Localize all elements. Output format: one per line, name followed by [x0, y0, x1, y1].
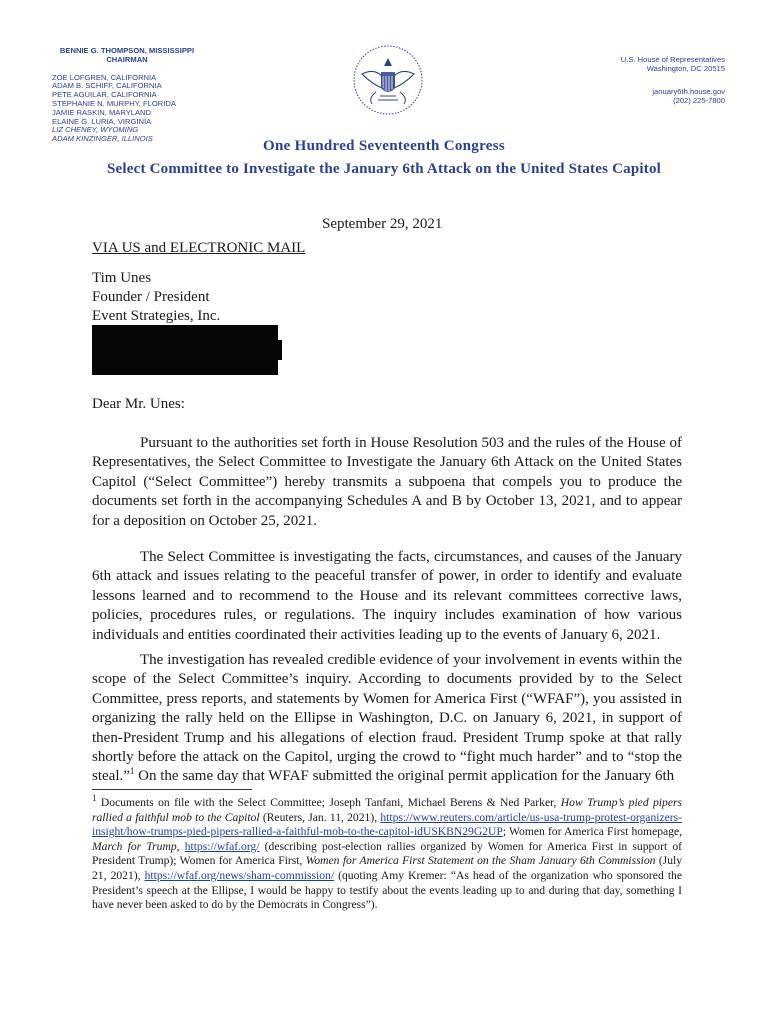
- reuters-link[interactable]: https://www.reuters.com/article/us-usa-trump-protest-organizers-insight/how-trumps-pied-pipers-rallied-a-faithful-mob-to-the-capitol-idUSKBN29G2UP: [92, 810, 682, 839]
- congress-heading: One Hundred Seventeenth Congress: [263, 138, 505, 154]
- member-item: STEPHANIE N. MURPHY, FLORIDA: [52, 98, 176, 108]
- wfaf-link[interactable]: https://wfaf.org/: [184, 839, 260, 853]
- paragraph-text: The investigation has revealed credible evidence of your involvement in events within the scope of the Select Committee’s inquiry. According to documents provided by to the Select Committee, press reports, and statements by Women for America First (“WFAF”), you assisted in organizing the rally held on the Ellipse in Washington, D.C. on January 6, 2021, in support of then-President Trump and his allegations of election fraud. President Trump spoke at that rally shortly before the attack on the Capitol, urging the crowd to “fight much harder” and to “stop the steal.”: [92, 652, 682, 785]
- committee-members: [52, 47, 202, 144]
- footnote-divider: [92, 789, 252, 790]
- footnote-title: Women for America First Statement on the Sham January 6th Commission: [305, 854, 656, 868]
- footnote-text: ,: [176, 839, 185, 853]
- house-seal-icon: [352, 44, 424, 116]
- footnote-title: How Trump’s pied pipers rallied a faithful mob to the Capitol: [92, 796, 682, 824]
- recipient-name: Tim Unes: [92, 270, 152, 286]
- body-paragraph: [92, 651, 682, 787]
- chairman-title: CHAIRMAN: [106, 54, 148, 64]
- body-paragraph: The Select Committee is investigating the facts, circumstances, and causes of the January 6th attack and issues relating to the peaceful transfer of power, in order to identify and evaluate lessons learned and to recommend to the House and its relevant committees corrective laws, policies, procedures rules, or regulations. The inquiry includes examination of how various individuals and entities coordinated their activities leading up to the events of January 6, 2021.: [92, 549, 682, 643]
- member-item: ADAM B. SCHIFF, CALIFORNIA: [52, 81, 162, 91]
- committee-heading: Select Committee to Investigate the January 6th Attack on the United States Capitol: [106, 161, 662, 177]
- member-item: ZOE LOFGREN, CALIFORNIA: [52, 72, 157, 82]
- salutation: Dear Mr. Unes:: [92, 396, 185, 412]
- redaction-box: [92, 340, 282, 360]
- address-line: U.S. House of Representatives: [620, 55, 725, 64]
- wfaf-commission-link[interactable]: https://wfaf.org/news/sham-commission/: [144, 868, 335, 882]
- body-paragraph: Pursuant to the authorities set forth in House Resolution 503 and the rules of the House of Representatives, the Select Committee to Investigate the January 6th Attack on the United States Capitol (“Select Committee”) hereby transmits a subpoena that compels you to produce the documents set forth in the accompanying Schedules A and B by October 13, 2021, and to appear for a deposition on October 25, 2021.: [92, 435, 682, 529]
- website: january6th.house.gov: [652, 87, 725, 96]
- member-item: LIZ CHENEY, WYOMING: [52, 125, 139, 135]
- paragraph-text: On the same day that WFAF submitted the original permit application for the January 6th: [134, 768, 675, 785]
- member-item: PETE AGUILAR, CALIFORNIA: [52, 90, 157, 100]
- footnote: [92, 793, 683, 913]
- footnote-ref[interactable]: 1: [129, 766, 135, 777]
- footnote-text: (Reuters, Jan. 11, 2021),: [259, 810, 381, 824]
- footnote-text: ; Women for America First homepage,: [502, 825, 682, 839]
- member-list: [52, 74, 202, 144]
- phone: (202) 225-7800: [673, 96, 725, 105]
- chairman-name: BENNIE G. THOMPSON, MISSISSIPPI: [59, 46, 195, 55]
- recipient-block: [92, 269, 220, 326]
- member-item: ADAM KINZINGER, ILLINOIS: [52, 134, 153, 144]
- footnote-number: 1: [92, 793, 97, 804]
- footnote-text: Documents on file with the Select Committee; Joseph Tanfani, Michael Berens & Ned Parker,: [96, 796, 561, 809]
- letter-date: September 29, 2021: [322, 216, 443, 232]
- footnote-text: (July 21, 2021),: [92, 854, 683, 882]
- delivery-method: VIA US and ELECTRONIC MAIL: [92, 240, 306, 256]
- recipient-company: Event Strategies, Inc.: [92, 308, 221, 324]
- footnote-text: (describing post-election rallies organized by Women for America First in support of President Trump); Women for America First,: [92, 839, 682, 868]
- footnote-text: (quoting Amy Kremer: “As head of the organization who sponsored the President’s speech at the Ellipse, I would be happy to testify about the events leading up to and during that day, something I have never been asked to do by the Democrats in Congress”).: [92, 868, 682, 912]
- member-item: ELAINE G. LURIA, VIRGINIA: [52, 116, 152, 126]
- member-item: JAMIE RASKIN, MARYLAND: [52, 107, 152, 117]
- recipient-title: Founder / President: [92, 289, 210, 305]
- footnote-title: March for Trump: [92, 839, 177, 853]
- office-address: [621, 55, 725, 105]
- address-line: Washington, DC 20515: [646, 64, 725, 73]
